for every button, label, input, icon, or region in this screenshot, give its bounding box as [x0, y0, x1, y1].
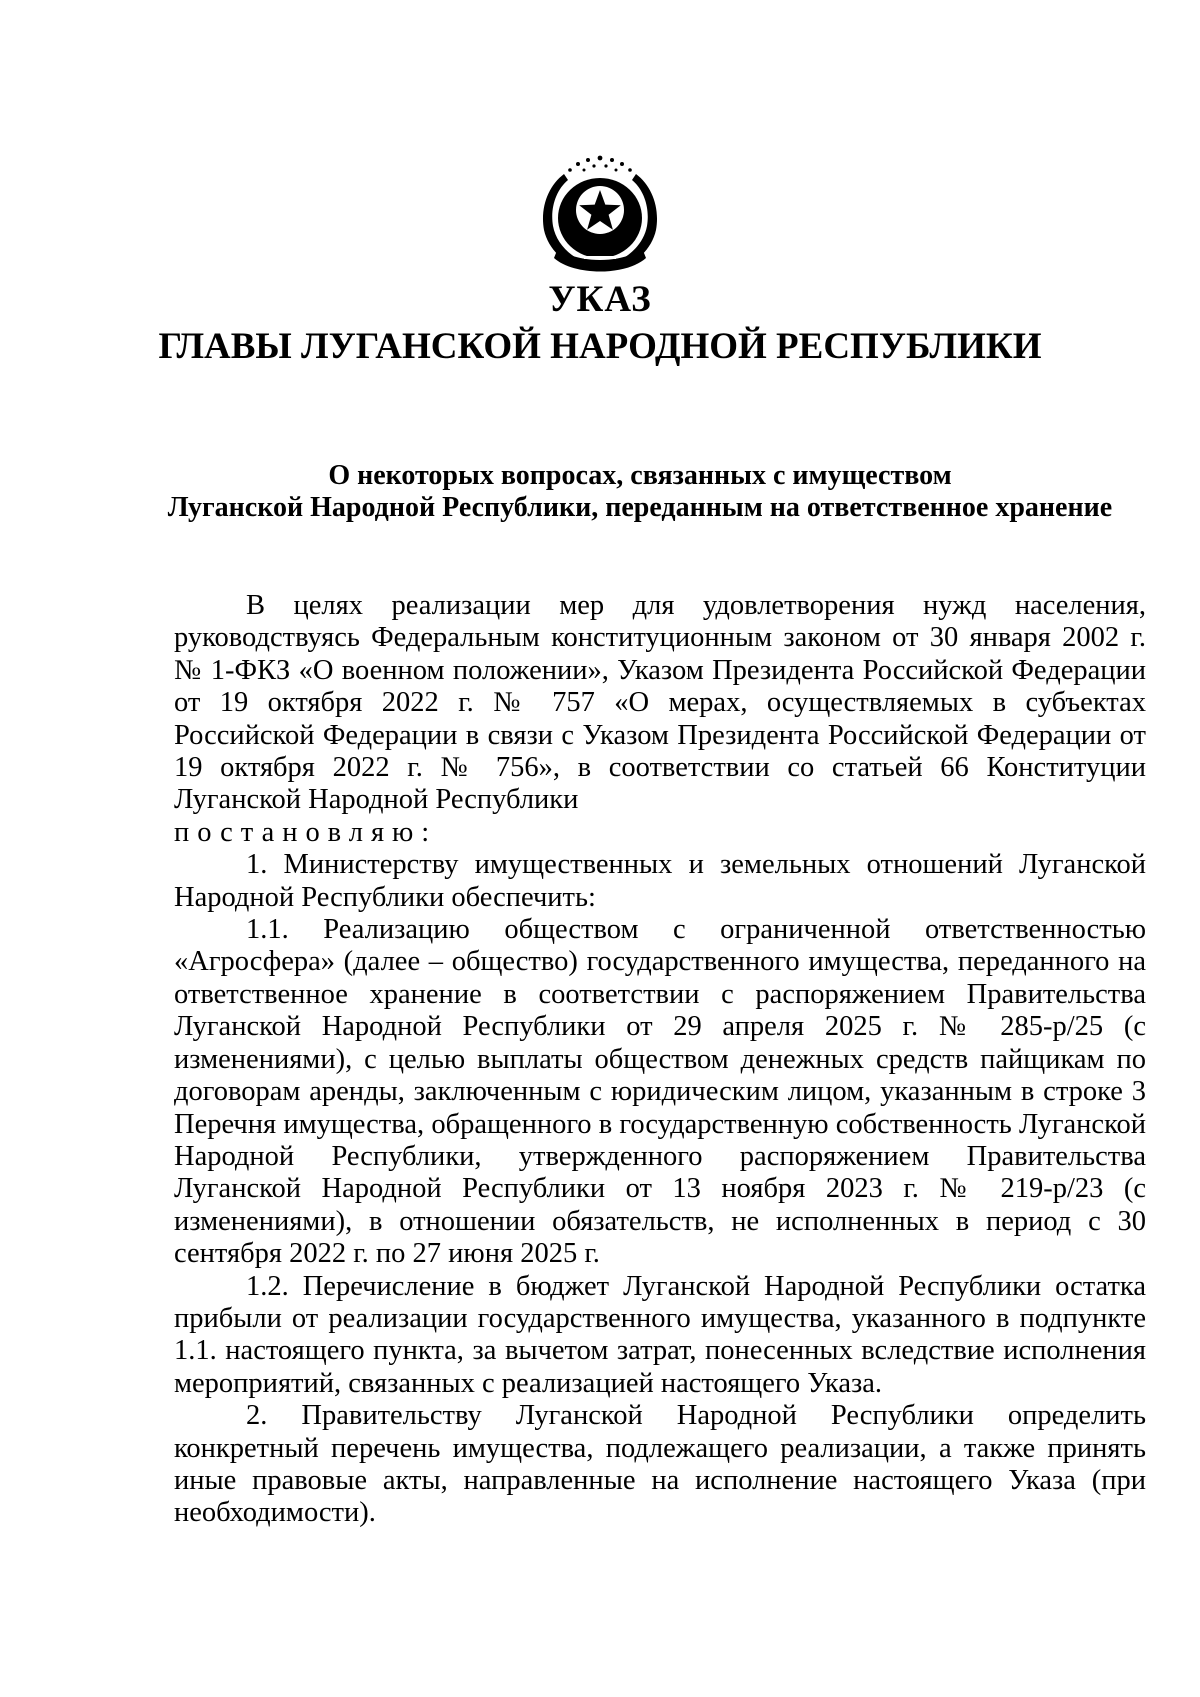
subject-line-1: О некоторых вопросах, связанных с имуществом — [328, 460, 952, 491]
decree-word: постановляю: — [174, 816, 438, 848]
paragraph-1-2: 1.2. Перечисление в бюджет Луганской Народной Республики остатка прибыли от реализации государственного имущества, указанного в подпункте 1.1. настоящего пункта, за вычетом затрат, понесенных вследствие исполнения мероприятий, связанных с реализацией настоящего Указа. — [174, 1270, 1146, 1399]
title-block — [0, 276, 1200, 370]
paragraph-2: 2. Правительству Луганской Народной Республики определить конкретный перечень имущества, подлежащего реализации, а также принять иные правовые акты, направленные на исполнение настоящего Указа (при необходимости). — [174, 1400, 1146, 1529]
document-type: УКАЗ — [548, 279, 652, 320]
decree-body — [174, 590, 1146, 1530]
paragraph-1: 1. Министерству имущественных и земельных отношений Луганской Народной Республики обеспечить: — [174, 849, 1146, 913]
paragraph-1-1: 1.1. Реализацию обществом с ограниченной ответственностью «Агросфера» (далее – общество) государственного имущества, переданного на ответственное хранение в соответствии с распоряжением Правительства Луганской Народной Республики от 29 апреля 2025 г. № 285-р/25 (с изменениями), с целью выплаты обществом денежных средств пайщикам по договорам аренды, заключенным с юридическим лицом, указанным в строке 3 Перечня имущества, обращенного в государственную собственность Луганской Народной Республики, утвержденного распоряжением Правительства Луганской Народной Республики от 13 ноября 2023 г. № 219-р/23 (с изменениями), в отношении обязательств, не исполненных в период с 30 сентября 2022 г. по 27 июня 2025 г. — [174, 914, 1146, 1270]
coat-of-arms-icon — [530, 152, 670, 276]
preamble: В целях реализации мер для удовлетворения нужд населения, руководствуясь Федеральным конституционным законом от 30 января 2002 г. № 1-ФКЗ «О военном положении», Указом Президента Российской Федерации от 19 октября 2022 г. № 757 «О мерах, осуществляемых в субъектах Российской Федерации в связи с Указом Президента Российской Федерации от 19 октября 2022 г. № 756», в соответствии со статьей 66 Конституции Луганской Народной Республики — [174, 590, 1146, 816]
issuer-title: ГЛАВЫ ЛУГАНСКОЙ НАРОДНОЙ РЕСПУБЛИКИ — [158, 326, 1042, 367]
decree-subject — [160, 460, 1120, 524]
subject-line-2: Луганской Народной Республики, переданным на ответственное хранение — [167, 492, 1113, 523]
